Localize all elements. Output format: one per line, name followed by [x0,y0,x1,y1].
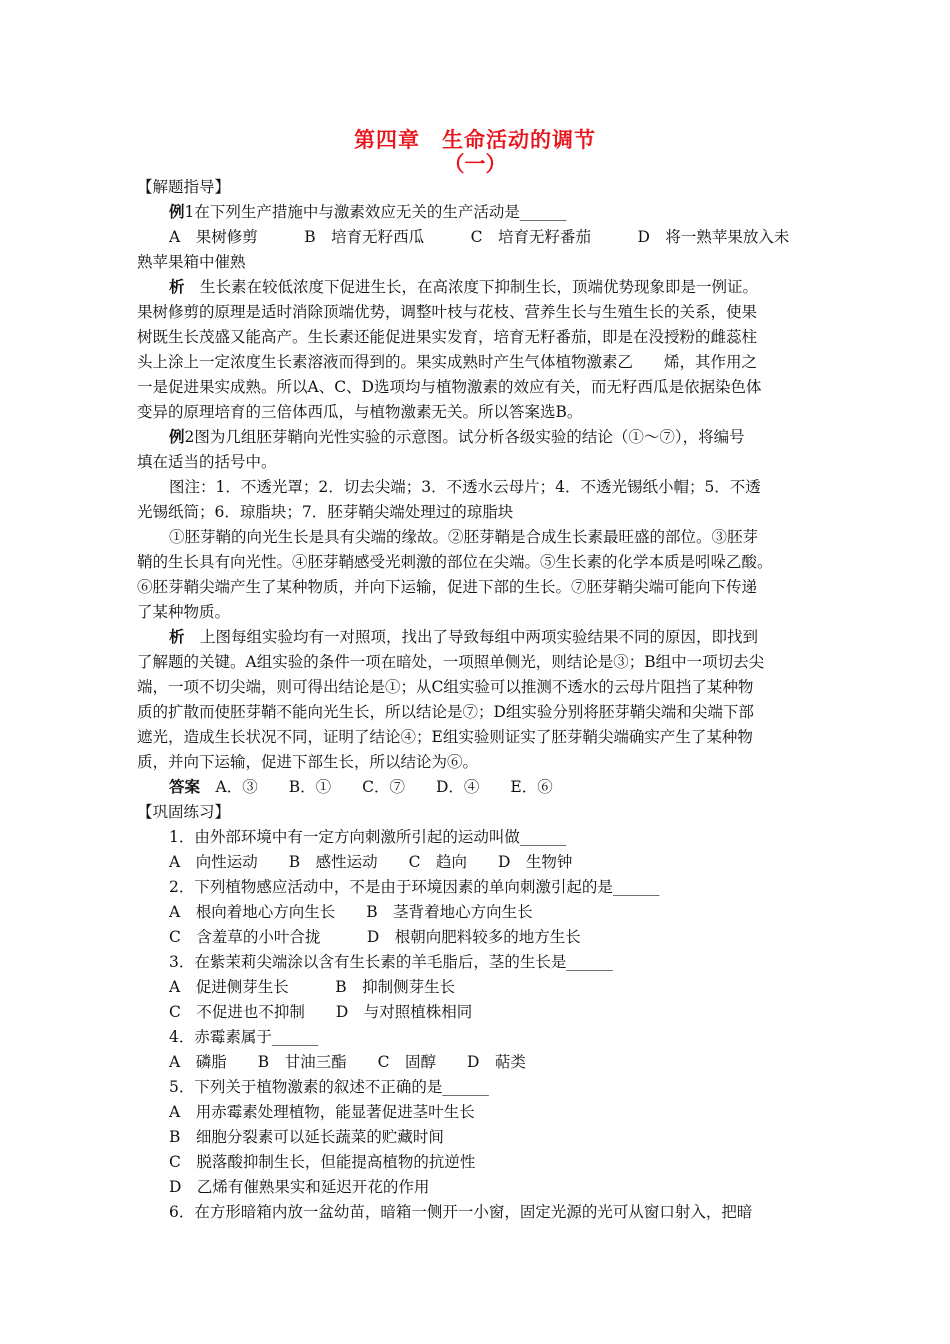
analysis-label: 析 [169,278,185,296]
practice-line: 3．在紫茉莉尖端涂以含有生长素的羊毛脂后，茎的生长是______ [169,953,613,971]
practice-line: A 用赤霉素处理植物，能显著促进茎叶生长 [169,1103,475,1121]
example1-question [169,202,849,222]
example2-question [169,427,849,447]
conclusion-line: ⑥胚芽鞘尖端产生了某种物质，并向下运输，促进下部的生长。⑦胚芽鞘尖端可能向下传递 [137,578,758,596]
analysis-label: 析 [169,628,185,646]
example2-analysis-line: 端，一项不切尖端，则可得出结论是①；从C组实验可以推测不透水的云母片阻挡了某种物 [137,678,754,696]
example1-options-line1: A 果树修剪 B 培育无籽西瓜 C 培育无籽番茄 D 将一熟苹果放入未 [169,228,790,246]
conclusion-line: 鞘的生长具有向光性。④胚芽鞘感受光刺激的部位在尖端。⑤生长素的化学本质是吲哚乙酸。 [137,553,773,571]
practice-line: 1．由外部环境中有一定方向刺激所引起的运动叫做______ [169,828,567,846]
example-label: 例 [169,428,185,446]
practice-line: 4．赤霉素属于______ [169,1028,319,1046]
conclusion-line: ①胚芽鞘的向光生长是具有尖端的缘故。②胚芽鞘是合成生长素最旺盛的部位。③胚芽 [169,528,759,546]
example2-analysis-line: 质的扩散而使胚芽鞘不能向光生长，所以结论是⑦；D组实验分别将胚芽鞘尖端和尖端下部 [137,703,754,721]
example2-analysis-line: 了解题的关键。A组实验的条件一项在暗处，一项照单侧光，则结论是③；B组中一项切去尖 [137,653,765,671]
conclusion-line: 了某种物质。 [137,603,231,621]
practice-line: C 含羞草的小叶合拢 D 根朝向肥料较多的地方生长 [169,928,581,946]
example2-analysis-line: 遮光，造成生长状况不同，证明了结论④；E组实验则证实了胚芽鞘尖端确实产生了某种物 [137,728,753,746]
example2-answer [169,777,849,797]
practice-line: A 根向着地心方向生长 B 茎背着地心方向生长 [169,903,533,921]
example1-analysis-line: 一是促进果实成熟。所以A、C、D选项均与植物激素的效应有关，而无籽西瓜是依据染色体 [137,378,762,396]
practice-line: B 细胞分裂素可以延长蔬菜的贮藏时间 [169,1128,444,1146]
practice-line: A 促进侧芽生长 B 抑制侧芽生长 [169,978,456,996]
answer-text: A．③ B．① C．⑦ D．④ E．⑥ [200,778,553,796]
section-heading-guide: 【解题指导】 [137,178,231,196]
practice-line: D 乙烯有催熟果实和延迟开花的作用 [169,1178,430,1196]
example1-text: 1在下列生产措施中与激素效应无关的生产活动是______ [184,203,567,221]
example2-question-cont: 填在适当的括号中。 [137,453,277,471]
figure-legend: 图注：1．不透光罩；2．切去尖端；3．不透水云母片；4．不透光锡纸小帽；5．不透 [169,478,761,496]
chapter-title: 第四章 生命活动的调节 [354,128,596,152]
example1-analysis-line: 果树修剪的原理是适时消除顶端优势，调整叶枝与花枝、营养生长与生殖生长的关系，使果 [137,303,758,321]
answer-label: 答案 [169,778,201,796]
example2-analysis-line [169,627,849,647]
practice-line: 6．在方形暗箱内放一盆幼苗，暗箱一侧开一小窗，固定光源的光可从窗口射入，把暗 [169,1203,753,1221]
practice-line: C 脱落酸抑制生长，但能提高植物的抗逆性 [169,1153,476,1171]
section-heading-practice: 【巩固练习】 [137,803,231,821]
practice-line: A 向性运动 B 感性运动 C 趋向 D 生物钟 [169,853,573,871]
example2-text: 2图为几组胚芽鞘向光性实验的示意图。试分析各级实验的结论（①～⑦），将编号 [184,428,745,446]
analysis-text: 生长素在较低浓度下促进生长，在高浓度下抑制生长，顶端优势现象即是一例证。 [184,278,759,296]
example1-analysis-line: 树既生长茂盛又能高产。生长素还能促进果实发育，培育无籽番茄，即是在没授粉的雌蕊柱 [137,328,758,346]
figure-legend-cont: 光锡纸筒；6．琼脂块；7．胚芽鞘尖端处理过的琼脂块 [137,503,514,521]
example1-analysis-line: 变异的原理培育的三倍体西瓜，与植物激素无关。所以答案选B。 [137,403,583,421]
example1-options-line2: 熟苹果箱中催熟 [137,253,246,271]
example1-analysis-line [169,277,849,297]
practice-line: 5．下列关于植物激素的叙述不正确的是______ [169,1078,489,1096]
chapter-subtitle: （一） [443,152,507,176]
analysis-text: 上图每组实验均有一对照项，找出了导致每组中两项实验结果不同的原因，即找到 [184,628,759,646]
practice-line: A 磷脂 B 甘油三酯 C 固醇 D 萜类 [169,1053,526,1071]
example2-analysis-line: 质，并向下运输，促进下部生长，所以结论为⑥。 [137,753,479,771]
practice-line: C 不促进也不抑制 D 与对照植株相同 [169,1003,473,1021]
example1-analysis-line: 头上涂上一定浓度生长素溶液而得到的。果实成熟时产生气体植物激素乙 烯，其作用之 [137,353,758,371]
practice-line: 2．下列植物感应活动中，不是由于环境因素的单向刺激引起的是______ [169,878,660,896]
example-label: 例 [169,203,185,221]
